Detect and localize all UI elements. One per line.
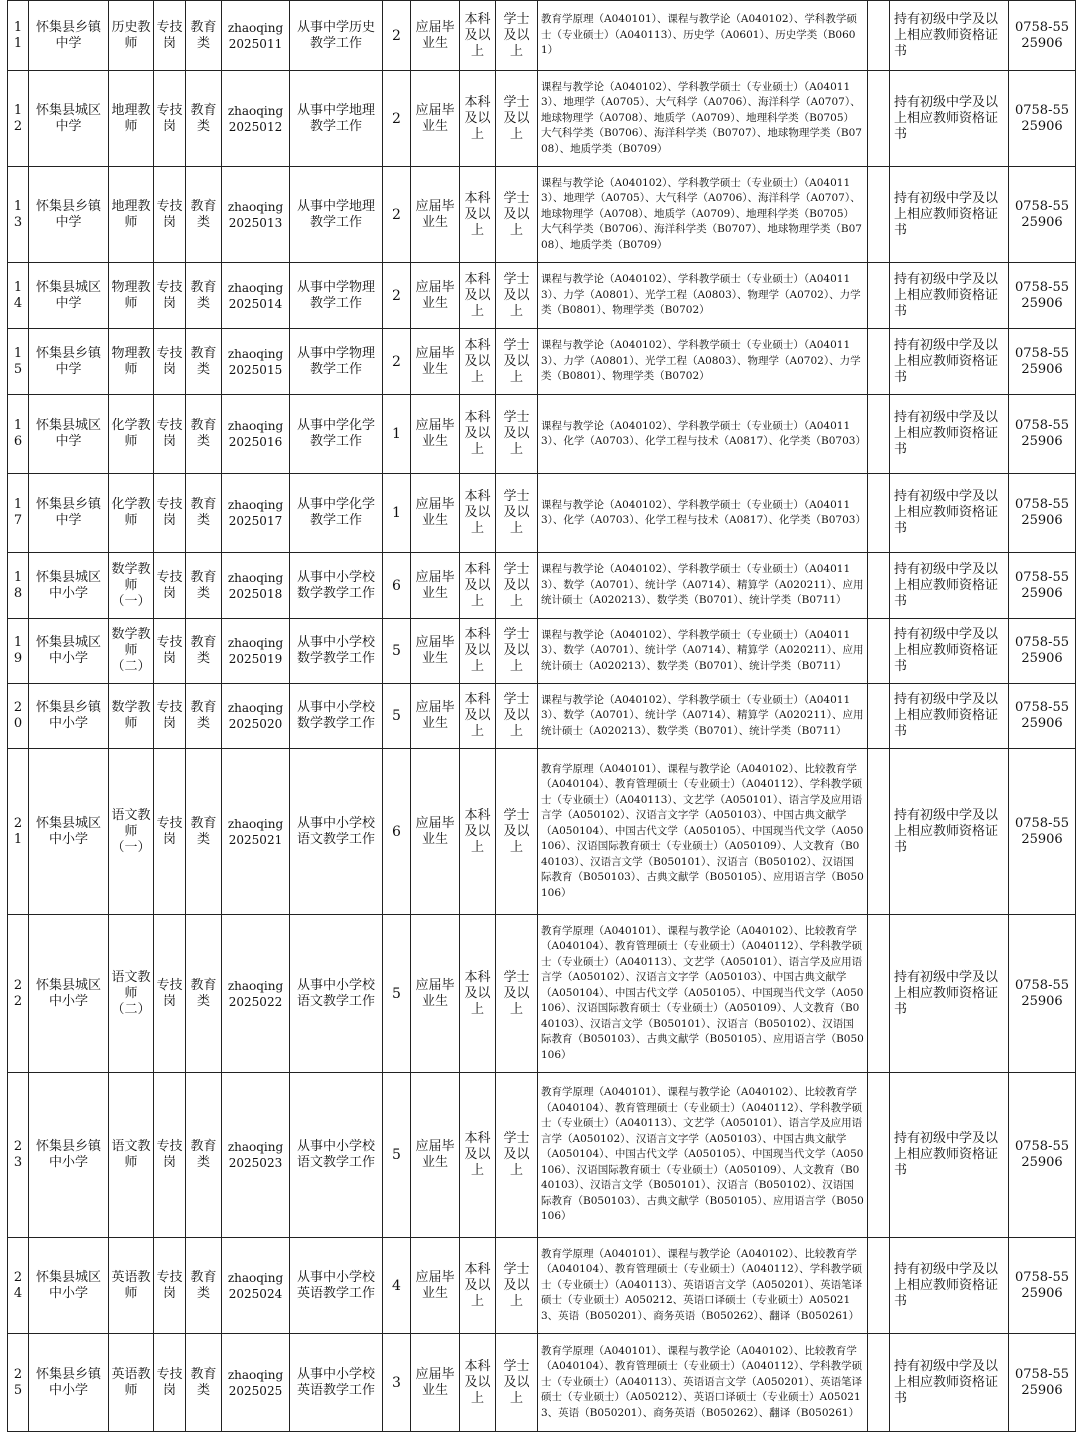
table-row [8, 474, 1076, 553]
duties-cell: 从事中学化学教学工作 [290, 395, 383, 474]
qualification-cell: 持有初级中学及以上相应教师资格证书 [890, 1073, 1009, 1238]
degree-cell: 学士及以上 [496, 329, 538, 395]
qualification-cell: 持有初级中学及以上相应教师资格证书 [890, 329, 1009, 395]
position-cell: 数学教师（一） [109, 553, 154, 619]
headcount-cell: 6 [383, 749, 411, 915]
duties-cell: 从事中小学校数学教学工作 [290, 553, 383, 619]
degree-cell: 学士及以上 [496, 1073, 538, 1238]
majors-cell: 教育学原理（A040101）、课程与教学论（A040102）、比较教育学（A040104）、教育管理硕士（专业硕士）（A040112）、学科教学硕士（专业硕士）（A040113）、文艺学（A050101）、语言学及应用语言学（A050102）、汉语言文字学（A050103）、中国古典文献学（A050104）、中国古代文学（A050105）、中国现当代文学（A050106）、汉语国际教育硕士（专业硕士）（A050109）、人文教育（B040103）、汉语言文学（B050101）、汉语言（B050102）、汉语国际教育（B050103）、古典文献学（B050105）、应用语言学（B050106） [538, 915, 868, 1073]
degree-cell: 学士及以上 [496, 915, 538, 1073]
table-body [8, 1, 1076, 1432]
table-row [8, 1334, 1076, 1432]
position-code-cell [222, 684, 290, 749]
majors-cell: 课程与教学论（A040102）、学科教学硕士（专业硕士）（A040113）、化学（A0703）、化学工程与技术（A0817）、化学类（B0703） [538, 395, 868, 474]
position-cell: 语文教师 [109, 1073, 154, 1238]
empty-cell [868, 684, 890, 749]
row-number: 14 [8, 263, 29, 329]
position-cell: 化学教师 [109, 474, 154, 553]
position-code-cell [222, 395, 290, 474]
duties-cell: 从事中学化学教学工作 [290, 474, 383, 553]
headcount-cell: 5 [383, 684, 411, 749]
education-cell: 本科及以上 [460, 1238, 496, 1334]
position-cell: 语文教师（一） [109, 749, 154, 915]
headcount-cell: 2 [383, 329, 411, 395]
duties-cell: 从事中小学校英语教学工作 [290, 1238, 383, 1334]
position-code-cell [222, 263, 290, 329]
position-cell: 语文教师（二） [109, 915, 154, 1073]
code-number: 2025023 [228, 1156, 283, 1170]
recruitment-table [7, 0, 1076, 1432]
row-number: 19 [8, 619, 29, 684]
post-type-cell: 专技岗 [154, 619, 186, 684]
empty-cell [868, 1238, 890, 1334]
code-number: 2025021 [228, 832, 283, 847]
post-type-cell: 专技岗 [154, 395, 186, 474]
majors-cell: 教育学原理（A040101）、课程与教学论（A040102）、比较教育学（A040104）、教育管理硕士（专业硕士）（A040112）、学科教学硕士（专业硕士）（A040113）、英语语言文学（A050201）、英语笔译硕士（专业硕士）A050212、英语口译硕士（专业硕士）A050213、英语（B050201）、商务英语（B050262）、翻译（B050261） [538, 1238, 868, 1334]
row-number: 23 [8, 1073, 29, 1238]
employer-cell: 怀集县城区中小学 [29, 915, 109, 1073]
position-code-cell [222, 167, 290, 263]
qualification-cell: 持有初级中学及以上相应教师资格证书 [890, 684, 1009, 749]
empty-cell [868, 474, 890, 553]
category-cell: 教育类 [186, 1238, 222, 1334]
majors-cell: 教育学原理（A040101）、课程与教学论（A040102）、比较教育学（A040104）、教育管理硕士（专业硕士）（A040112）、学科教学硕士（专业硕士）（A040113）、英语语言文学（A050201）、英语笔译硕士（专业硕士）（A050212）、英语口译硕士（专业硕士）A050213、英语（B050201）、商务英语（B050262）、翻译（B050261） [538, 1334, 868, 1432]
category-cell: 教育类 [186, 553, 222, 619]
code-number: 2025024 [228, 1286, 283, 1301]
code-prefix: zhaoqing [227, 701, 284, 715]
target-cell: 应届毕业生 [411, 329, 460, 395]
employer-cell: 怀集县城区中小学 [29, 1238, 109, 1334]
post-type-cell: 专技岗 [154, 1073, 186, 1238]
education-cell: 本科及以上 [460, 395, 496, 474]
headcount-cell: 5 [383, 619, 411, 684]
category-cell: 教育类 [186, 263, 222, 329]
table-row [8, 915, 1076, 1073]
position-cell: 物理教师 [109, 263, 154, 329]
category-cell: 教育类 [186, 167, 222, 263]
empty-cell [868, 329, 890, 395]
empty-cell [868, 167, 890, 263]
qualification-cell: 持有初级中学及以上相应教师资格证书 [890, 619, 1009, 684]
target-cell: 应届毕业生 [411, 395, 460, 474]
category-cell: 教育类 [186, 1334, 222, 1432]
position-cell: 历史教师 [109, 1, 154, 71]
empty-cell [868, 1, 890, 71]
target-cell: 应届毕业生 [411, 71, 460, 167]
row-number: 13 [8, 167, 29, 263]
employer-cell: 怀集县城区中小学 [29, 749, 109, 915]
table-row [8, 329, 1076, 395]
phone-cell: 0758-5525906 [1009, 915, 1076, 1073]
duties-cell: 从事中小学校语文教学工作 [290, 915, 383, 1073]
education-cell: 本科及以上 [460, 749, 496, 915]
majors-cell: 课程与教学论（A040102）、学科教学硕士（专业硕士）（A040113）、数学（A0701）、统计学（A0714）、精算学（A020211）、应用统计硕士（A020213）、数学类（B0701）、统计学类（B0711） [538, 553, 868, 619]
employer-cell: 怀集县乡镇中学 [29, 329, 109, 395]
position-code-cell [222, 1238, 290, 1334]
row-number: 16 [8, 395, 29, 474]
code-number: 2025019 [228, 652, 283, 666]
majors-cell: 教育学原理（A040101）、课程与教学论（A040102）、学科教学硕士（专业硕士）（A040113）、历史学（A0601）、历史学类（B0601） [538, 1, 868, 71]
employer-cell: 怀集县城区中小学 [29, 553, 109, 619]
qualification-cell: 持有初级中学及以上相应教师资格证书 [890, 167, 1009, 263]
category-cell: 教育类 [186, 749, 222, 915]
target-cell: 应届毕业生 [411, 915, 460, 1073]
position-cell: 物理教师 [109, 329, 154, 395]
duties-cell: 从事中学物理教学工作 [290, 329, 383, 395]
position-cell: 地理教师 [109, 167, 154, 263]
education-cell: 本科及以上 [460, 167, 496, 263]
qualification-cell: 持有初级中学及以上相应教师资格证书 [890, 395, 1009, 474]
position-code-cell [222, 553, 290, 619]
post-type-cell: 专技岗 [154, 749, 186, 915]
employer-cell: 怀集县城区中小学 [29, 619, 109, 684]
code-number: 2025020 [228, 717, 283, 731]
phone-cell: 0758-5525906 [1009, 1334, 1076, 1432]
post-type-cell: 专技岗 [154, 474, 186, 553]
position-cell: 数学教师（二） [109, 619, 154, 684]
majors-cell: 课程与教学论（A040102）、学科教学硕士（专业硕士）（A040113）、地理学（A0705）、大气科学（A0706）、海洋科学（A0707）、地球物理学（A0708）、地质学（A0709）、地理科学类（B0705）大气科学类（B0706）、海洋科学类（B0707）、地球物理学类（B0708）、地质学类（B0709） [538, 167, 868, 263]
degree-cell: 学士及以上 [496, 71, 538, 167]
row-number: 21 [8, 749, 29, 915]
position-cell: 数学教师 [109, 684, 154, 749]
target-cell: 应届毕业生 [411, 167, 460, 263]
table-row [8, 749, 1076, 915]
table-row [8, 167, 1076, 263]
headcount-cell: 2 [383, 1, 411, 71]
target-cell: 应届毕业生 [411, 1, 460, 71]
employer-cell: 怀集县城区中学 [29, 263, 109, 329]
empty-cell [868, 553, 890, 619]
position-cell: 地理教师 [109, 71, 154, 167]
employer-cell: 怀集县乡镇中小学 [29, 1334, 109, 1432]
education-cell: 本科及以上 [460, 1334, 496, 1432]
target-cell: 应届毕业生 [411, 1238, 460, 1334]
post-type-cell: 专技岗 [154, 1334, 186, 1432]
category-cell: 教育类 [186, 395, 222, 474]
category-cell: 教育类 [186, 684, 222, 749]
table-row [8, 1073, 1076, 1238]
duties-cell: 从事中小学校语文教学工作 [290, 749, 383, 915]
qualification-cell: 持有初级中学及以上相应教师资格证书 [890, 553, 1009, 619]
employer-cell: 怀集县乡镇中小学 [29, 684, 109, 749]
majors-cell: 课程与教学论（A040102）、学科教学硕士（专业硕士）（A040113）、力学（A0801）、光学工程（A0803）、物理学（A0702）、力学类（B0801）、物理学类（B0702） [538, 263, 868, 329]
post-type-cell: 专技岗 [154, 263, 186, 329]
code-prefix: zhaoqing [227, 346, 284, 361]
target-cell: 应届毕业生 [411, 263, 460, 329]
qualification-cell: 持有初级中学及以上相应教师资格证书 [890, 263, 1009, 329]
duties-cell: 从事中小学校数学教学工作 [290, 684, 383, 749]
duties-cell: 从事中学地理教学工作 [290, 71, 383, 167]
degree-cell: 学士及以上 [496, 684, 538, 749]
phone-cell: 0758-5525906 [1009, 619, 1076, 684]
degree-cell: 学士及以上 [496, 619, 538, 684]
position-cell: 英语教师 [109, 1334, 154, 1432]
majors-cell: 课程与教学论（A040102）、学科教学硕士（专业硕士）（A040113）、数学（A0701）、统计学（A0714）、精算学（A020211）、应用统计硕士（A020213）、数学类（B0701）、统计学类（B0711） [538, 619, 868, 684]
empty-cell [868, 619, 890, 684]
row-number: 11 [8, 1, 29, 71]
majors-cell: 教育学原理（A040101）、课程与教学论（A040102）、比较教育学（A040104）、教育管理硕士（专业硕士）（A040112）、学科教学硕士（专业硕士）（A040113）、文艺学（A050101）、语言学及应用语言学（A050102）、汉语言文字学（A050103）、中国古典文献学（A050104）、中国古代文学（A050105）、中国现当代文学（A050106）、汉语国际教育硕士（专业硕士）（A050109）、人文教育（B040103）、汉语言文学（B050101）、汉语言（B050102）、汉语国际教育（B050103）、古典文献学（B050105）、应用语言学（B050106） [538, 1073, 868, 1238]
code-prefix: zhaoqing [227, 816, 284, 831]
headcount-cell: 4 [383, 1238, 411, 1334]
duties-cell: 从事中小学校英语教学工作 [290, 1334, 383, 1432]
employer-cell: 怀集县乡镇中学 [29, 167, 109, 263]
code-prefix: zhaoqing [227, 199, 284, 214]
table-row [8, 1238, 1076, 1334]
headcount-cell: 1 [383, 395, 411, 474]
target-cell: 应届毕业生 [411, 684, 460, 749]
qualification-cell: 持有初级中学及以上相应教师资格证书 [890, 749, 1009, 915]
category-cell: 教育类 [186, 71, 222, 167]
education-cell: 本科及以上 [460, 263, 496, 329]
qualification-cell: 持有初级中学及以上相应教师资格证书 [890, 1238, 1009, 1334]
degree-cell: 学士及以上 [496, 263, 538, 329]
qualification-cell: 持有初级中学及以上相应教师资格证书 [890, 71, 1009, 167]
position-cell: 英语教师 [109, 1238, 154, 1334]
row-number: 18 [8, 553, 29, 619]
education-cell: 本科及以上 [460, 553, 496, 619]
qualification-cell: 持有初级中学及以上相应教师资格证书 [890, 1, 1009, 71]
position-code-cell [222, 749, 290, 915]
education-cell: 本科及以上 [460, 474, 496, 553]
empty-cell [868, 71, 890, 167]
code-prefix: zhaoqing [227, 1367, 284, 1382]
headcount-cell: 2 [383, 263, 411, 329]
phone-cell: 0758-5525906 [1009, 71, 1076, 167]
headcount-cell: 3 [383, 1334, 411, 1432]
degree-cell: 学士及以上 [496, 395, 538, 474]
row-number: 25 [8, 1334, 29, 1432]
majors-cell: 课程与教学论（A040102）、学科教学硕士（专业硕士）（A040113）、化学（A0703）、化学工程与技术（A0817）、化学类（B0703） [538, 474, 868, 553]
row-number: 15 [8, 329, 29, 395]
position-code-cell [222, 1073, 290, 1238]
post-type-cell: 专技岗 [154, 329, 186, 395]
duties-cell: 从事中学地理教学工作 [290, 167, 383, 263]
table-row [8, 619, 1076, 684]
phone-cell: 0758-5525906 [1009, 329, 1076, 395]
row-number: 12 [8, 71, 29, 167]
table-row [8, 71, 1076, 167]
education-cell: 本科及以上 [460, 619, 496, 684]
post-type-cell: 专技岗 [154, 553, 186, 619]
majors-cell: 课程与教学论（A040102）、学科教学硕士（专业硕士）（A040113）、地理学（A0705）、大气科学（A0706）、海洋科学（A0707）、地球物理学（A0708）、地质学（A0709）、地理科学类（B0705）大气科学类（B0706）、海洋科学类（B0707）、地球物理学类（B0708）、地质学类（B0709） [538, 71, 868, 167]
phone-cell: 0758-5525906 [1009, 749, 1076, 915]
phone-cell: 0758-5525906 [1009, 1, 1076, 71]
target-cell: 应届毕业生 [411, 1334, 460, 1432]
post-type-cell: 专技岗 [154, 1, 186, 71]
empty-cell [868, 749, 890, 915]
post-type-cell: 专技岗 [154, 915, 186, 1073]
code-prefix: zhaoqing [227, 636, 284, 650]
target-cell: 应届毕业生 [411, 619, 460, 684]
post-type-cell: 专技岗 [154, 684, 186, 749]
position-cell: 化学教师 [109, 395, 154, 474]
duties-cell: 从事中学物理教学工作 [290, 263, 383, 329]
table-row [8, 553, 1076, 619]
headcount-cell: 6 [383, 553, 411, 619]
degree-cell: 学士及以上 [496, 474, 538, 553]
row-number: 20 [8, 684, 29, 749]
empty-cell [868, 1073, 890, 1238]
code-number: 2025016 [228, 435, 283, 449]
position-code-cell [222, 915, 290, 1073]
employer-cell: 怀集县城区中学 [29, 71, 109, 167]
degree-cell: 学士及以上 [496, 1334, 538, 1432]
code-number: 2025025 [228, 1383, 283, 1398]
code-prefix: zhaoqing [227, 280, 284, 295]
code-prefix: zhaoqing [227, 498, 284, 512]
code-number: 2025011 [228, 36, 283, 51]
employer-cell: 怀集县城区中学 [29, 395, 109, 474]
degree-cell: 学士及以上 [496, 1238, 538, 1334]
category-cell: 教育类 [186, 915, 222, 1073]
majors-cell: 课程与教学论（A040102）、学科教学硕士（专业硕士）（A040113）、力学（A0801）、光学工程（A0803）、物理学（A0702）、力学类（B0801）、物理学类（B0702） [538, 329, 868, 395]
row-number: 22 [8, 915, 29, 1073]
empty-cell [868, 915, 890, 1073]
code-prefix: zhaoqing [227, 20, 284, 35]
education-cell: 本科及以上 [460, 329, 496, 395]
position-code-cell [222, 1, 290, 71]
position-code-cell [222, 474, 290, 553]
education-cell: 本科及以上 [460, 915, 496, 1073]
majors-cell: 课程与教学论（A040102）、学科教学硕士（专业硕士）（A040113）、数学（A0701）、统计学（A0714）、精算学（A020211）、应用统计硕士（A020213）、数学类（B0701）、统计学类（B0711） [538, 684, 868, 749]
position-code-cell [222, 1334, 290, 1432]
phone-cell: 0758-5525906 [1009, 263, 1076, 329]
code-prefix: zhaoqing [227, 978, 284, 993]
phone-cell: 0758-5525906 [1009, 684, 1076, 749]
code-prefix: zhaoqing [227, 1140, 284, 1154]
qualification-cell: 持有初级中学及以上相应教师资格证书 [890, 474, 1009, 553]
phone-cell: 0758-5525906 [1009, 395, 1076, 474]
phone-cell: 0758-5525906 [1009, 553, 1076, 619]
code-prefix: zhaoqing [227, 419, 284, 433]
education-cell: 本科及以上 [460, 1073, 496, 1238]
category-cell: 教育类 [186, 1073, 222, 1238]
phone-cell: 0758-5525906 [1009, 167, 1076, 263]
empty-cell [868, 395, 890, 474]
category-cell: 教育类 [186, 329, 222, 395]
table-row [8, 1, 1076, 71]
degree-cell: 学士及以上 [496, 749, 538, 915]
target-cell: 应届毕业生 [411, 474, 460, 553]
qualification-cell: 持有初级中学及以上相应教师资格证书 [890, 915, 1009, 1073]
position-code-cell [222, 71, 290, 167]
code-number: 2025017 [228, 514, 283, 528]
code-number: 2025013 [228, 215, 283, 230]
post-type-cell: 专技岗 [154, 71, 186, 167]
target-cell: 应届毕业生 [411, 1073, 460, 1238]
post-type-cell: 专技岗 [154, 167, 186, 263]
code-number: 2025015 [228, 362, 283, 377]
headcount-cell: 2 [383, 167, 411, 263]
education-cell: 本科及以上 [460, 71, 496, 167]
duties-cell: 从事中小学校语文教学工作 [290, 1073, 383, 1238]
target-cell: 应届毕业生 [411, 553, 460, 619]
education-cell: 本科及以上 [460, 1, 496, 71]
headcount-cell: 5 [383, 1073, 411, 1238]
duties-cell: 从事中学历史教学工作 [290, 1, 383, 71]
code-prefix: zhaoqing [227, 103, 284, 118]
row-number: 24 [8, 1238, 29, 1334]
table-row [8, 684, 1076, 749]
phone-cell: 0758-5525906 [1009, 1238, 1076, 1334]
code-number: 2025014 [228, 296, 283, 311]
headcount-cell: 5 [383, 915, 411, 1073]
employer-cell: 怀集县乡镇中学 [29, 1, 109, 71]
degree-cell: 学士及以上 [496, 1, 538, 71]
code-prefix: zhaoqing [227, 570, 284, 585]
headcount-cell: 2 [383, 71, 411, 167]
position-code-cell [222, 619, 290, 684]
empty-cell [868, 263, 890, 329]
category-cell: 教育类 [186, 619, 222, 684]
education-cell: 本科及以上 [460, 684, 496, 749]
degree-cell: 学士及以上 [496, 167, 538, 263]
target-cell: 应届毕业生 [411, 749, 460, 915]
category-cell: 教育类 [186, 1, 222, 71]
table-row [8, 395, 1076, 474]
employer-cell: 怀集县乡镇中小学 [29, 1073, 109, 1238]
position-code-cell [222, 329, 290, 395]
duties-cell: 从事中小学校数学教学工作 [290, 619, 383, 684]
code-number: 2025022 [228, 994, 283, 1009]
row-number: 17 [8, 474, 29, 553]
phone-cell: 0758-5525906 [1009, 1073, 1076, 1238]
empty-cell [868, 1334, 890, 1432]
degree-cell: 学士及以上 [496, 553, 538, 619]
headcount-cell: 1 [383, 474, 411, 553]
table-row [8, 263, 1076, 329]
post-type-cell: 专技岗 [154, 1238, 186, 1334]
category-cell: 教育类 [186, 474, 222, 553]
code-prefix: zhaoqing [227, 1270, 284, 1285]
code-number: 2025012 [228, 119, 283, 134]
code-number: 2025018 [228, 586, 283, 601]
employer-cell: 怀集县乡镇中学 [29, 474, 109, 553]
qualification-cell: 持有初级中学及以上相应教师资格证书 [890, 1334, 1009, 1432]
phone-cell: 0758-5525906 [1009, 474, 1076, 553]
majors-cell: 教育学原理（A040101）、课程与教学论（A040102）、比较教育学（A040104）、教育管理硕士（专业硕士）（A040112）、学科教学硕士（专业硕士）（A040113）、文艺学（A050101）、语言学及应用语言学（A050102）、汉语言文字学（A050103）、中国古典文献学（A050104）、中国古代文学（A050105）、中国现当代文学（A050106）、汉语国际教育硕士（专业硕士）（A050109）、人文教育（B040103）、汉语言文学（B050101）、汉语言（B050102）、汉语国际教育（B050103）、古典文献学（B050105）、应用语言学（B050106） [538, 749, 868, 915]
